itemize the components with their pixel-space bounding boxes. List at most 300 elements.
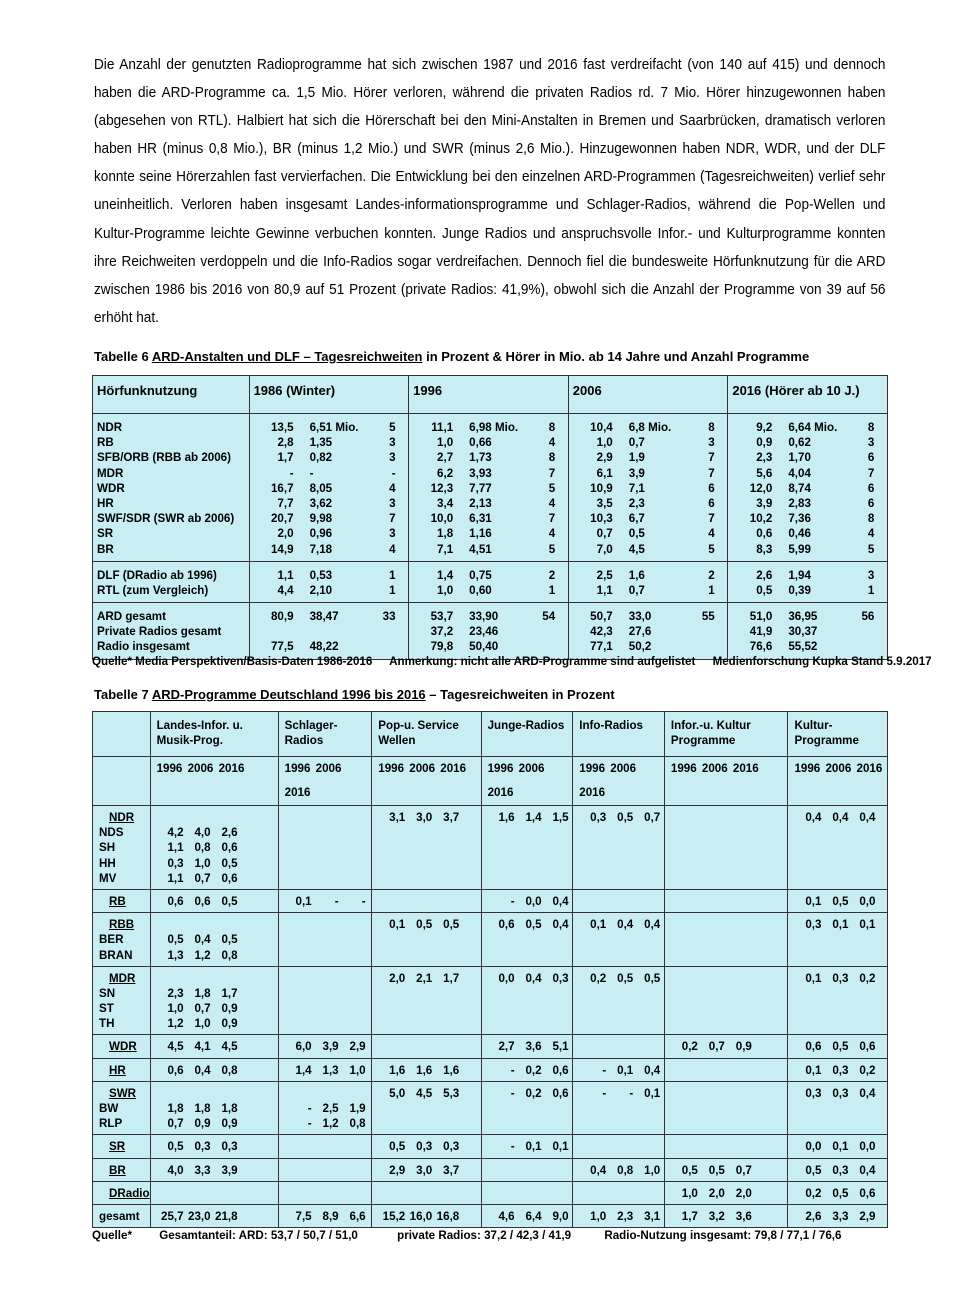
table7-value: 1,0: [194, 1017, 211, 1031]
table7-value: 0,1: [295, 894, 312, 908]
table7-value: 0,8: [194, 841, 211, 855]
table7-value: 1,0: [349, 1063, 366, 1077]
table6-value: 8: [867, 421, 875, 434]
table6-year-cell: [728, 561, 888, 602]
table7-value: -: [602, 1086, 607, 1100]
table7-region-label: gesamt: [99, 1209, 140, 1223]
table7-value: 0,2: [590, 971, 607, 985]
table6-value-row: [250, 583, 409, 598]
table6-value: 5: [389, 421, 396, 434]
table7-value-cell: [481, 806, 573, 890]
table7-value-line: [378, 1209, 480, 1224]
table7-value: 0,3: [552, 971, 569, 985]
table7-value: [184, 1086, 211, 1101]
table6-value: 14,9: [270, 542, 294, 556]
table7-caption: [94, 687, 615, 702]
table7-value-cell: [481, 1204, 573, 1227]
table7-year-cell: 1996 2006 2016: [664, 757, 788, 806]
table6-value-row: [728, 526, 887, 541]
table7-value-line: [671, 1039, 788, 1054]
table6-value: 20,7: [270, 512, 294, 526]
table7-header-cell: Kultur-Programme: [788, 712, 888, 757]
table7-value-line: [378, 917, 480, 932]
table7-value: 0,1: [644, 1086, 661, 1100]
table7-value-line: [157, 1001, 278, 1016]
table6-value: 42,3: [590, 625, 613, 639]
table7-year-cell: 1996 2006 2016: [788, 757, 888, 806]
table6-value: 6,8 Mio.: [628, 421, 672, 434]
table7-value: 2,9: [389, 1163, 406, 1177]
table7-value-cell: [150, 913, 278, 967]
table7-value-cell: [573, 1204, 665, 1227]
table7-value: 0,9: [221, 1002, 238, 1016]
table7-value: 2,3: [617, 1209, 634, 1223]
table6-value-row: [728, 511, 887, 526]
table7-value: 0,1: [389, 918, 406, 932]
table7-value: 2,9: [859, 1209, 876, 1223]
table7-value: 0,6: [221, 841, 238, 855]
table7-value: 0,3: [832, 1063, 849, 1077]
table7-value-line: [488, 810, 573, 825]
table7-value: 1,0: [590, 1209, 607, 1223]
table6-value: 1,0: [437, 583, 454, 597]
table6-value: 16,7: [270, 481, 294, 495]
table6-value: 2,8: [277, 436, 294, 450]
table6-value: 0,96: [309, 527, 333, 541]
table7-value-line: [157, 971, 278, 986]
table7-value-cell: [372, 1181, 481, 1204]
table7-value: 0,3: [832, 1086, 849, 1100]
table7-value: 3,0: [416, 811, 433, 824]
table7-note-total: Radio-Nutzung insgesamt: 79,8 / 77,1 / 76,6: [604, 1229, 842, 1242]
table6-value: 7: [548, 512, 556, 526]
table6-value: 8,05: [309, 481, 333, 495]
table7-value-cell: [788, 889, 888, 912]
table7-year-row: [93, 757, 888, 806]
table7-value: 1,3: [167, 948, 184, 962]
table7-value: 0,3: [805, 1086, 822, 1100]
table6-header-cell: 2006: [568, 376, 728, 414]
table6-value: 1,73: [469, 451, 492, 465]
table6-row-label: SR: [97, 527, 114, 541]
table6-value-row: [569, 481, 728, 496]
table7-value: 0,4: [859, 1086, 876, 1100]
table6-year-cell: [728, 414, 888, 562]
table7-value: 4,5: [167, 1040, 184, 1054]
table7-value: 2,0: [735, 1186, 752, 1200]
table7-value-cell: [150, 1135, 278, 1158]
table7-value: [157, 1086, 184, 1101]
table7-value: 1,0: [644, 1163, 661, 1177]
table6-value-row: [409, 609, 568, 624]
table6-value: 3: [708, 436, 715, 450]
table7-value-cell: [372, 966, 481, 1035]
table7-value-line: [157, 917, 278, 932]
table6-value: 2: [708, 568, 715, 582]
table7-value-line: [157, 986, 278, 1001]
table6-year-cell: [568, 414, 728, 562]
table7-value: 3,6: [525, 1040, 542, 1054]
table6-value: 3: [389, 496, 396, 510]
table6-value: 9,98: [309, 512, 333, 526]
table7-value: 0,3: [832, 1163, 849, 1177]
table6-value: 0,82: [309, 451, 333, 465]
table6-note-remark: Anmerkung: nicht alle ARD-Programme sind aufgelistet: [389, 655, 696, 668]
table7-value-cell: [573, 1081, 665, 1135]
table7-value: [157, 917, 184, 932]
table6-value-row: [569, 496, 728, 511]
table6-value: 2,13: [469, 496, 492, 510]
table7-subregion-label: BW: [99, 1102, 119, 1115]
table6-value-row: [250, 450, 409, 465]
table6-value: 2,3: [628, 496, 645, 510]
table6-value: 3: [867, 436, 875, 450]
table6-year-cell: [249, 603, 409, 660]
table7-value-line: [794, 917, 887, 932]
table7-value: [211, 1086, 238, 1101]
table6-value: 2,3: [756, 451, 773, 465]
table7-value-cell: [664, 806, 788, 890]
table7-value: 0,5: [832, 1040, 849, 1054]
table6-notes: [92, 655, 946, 668]
table7-value: 2,0: [708, 1186, 725, 1200]
table7-value-cell: [278, 1135, 372, 1158]
table7-value: 0,6: [859, 1040, 876, 1054]
table6-value-row: [409, 466, 568, 481]
table7-value: 2,7: [498, 1040, 515, 1054]
table7-value: 0,1: [805, 1063, 822, 1077]
table6-value: 7: [867, 466, 875, 480]
table6-value: 77,1: [590, 640, 613, 654]
table7-value-line: [157, 810, 278, 825]
table7-value-cell: [372, 1058, 481, 1081]
table6-value-row: [728, 420, 887, 435]
table6-value: 6,7: [628, 512, 645, 526]
table6-row-label: MDR: [97, 466, 124, 480]
table6-value: 3: [867, 568, 875, 582]
table6-year-cell: [249, 561, 409, 602]
table6-row-label: HR: [97, 496, 114, 510]
table6-value: 7,77: [469, 481, 492, 495]
table7-value: 0,4: [644, 1063, 661, 1077]
table7-value-line: [157, 894, 278, 909]
table7-value: 0,6: [552, 1086, 569, 1100]
table7-value-cell: [372, 913, 481, 967]
table6-value: 2: [548, 568, 556, 582]
table7-value: 0,5: [167, 1140, 184, 1154]
table6-value: 7,1: [437, 542, 454, 556]
table7-value-cell: [788, 1035, 888, 1058]
table6-value-row: [250, 639, 409, 654]
table6: [92, 375, 888, 660]
table7-value-line: [157, 856, 278, 871]
table7-notes: [92, 1229, 855, 1242]
table6-caption: [94, 349, 809, 364]
intro-paragraph: Die Anzahl der genutzten Radioprogramme hat sich zwischen 1987 und 2016 fast verdreifacht (von 140 auf 415) und dennoch haben die ARD-Programme ca. 1,5 Mio. Hörer verloren, während die privaten Radios rd. 7 Mio. Hörer hinzugewonnen haben (abgesehen von RTL). Halbiert hat sich die Hörerschaft bei den Mini-Anstalten in Bremen und Saarbrücken, dramatisch verloren haben HR (minus 0,8 Mio.), BR (minus 1,2 Mio.) und SWR (minus 2,6 Mio.). Hinzugewonnen haben NDR, WDR, und der DLF konnte seine Hörerzahlen fast vervierfachen. Die Entwicklung bei den einzelnen ARD-Programmen (Tagesreichweiten) verlief sehr uneinheitlich. Verloren haben insgesamt Landes-informationsprogramme und Schlager-Radios, während die Pop-Wellen und Kultur-Programme leichte Gewinne verbuchen konnten. Junge Radios und anspruchsvolle Infor.- und Kulturprogramme konnten ihre Reichweiten verdoppeln und die Info-Radios sogar verdreifachen. Dennoch fiel die bundesweite Hörfunknutzung für die ARD zwischen 1986 bis 2016 von 80,9 auf 51 Prozent (private Radios: 41,9%), obwohl sich die Anzahl der Programme von 39 auf 56 erhöht hat.: [94, 57, 886, 326]
table7-row: [93, 1058, 888, 1081]
table6-value-row: [409, 435, 568, 450]
table6-header-row: [93, 376, 888, 414]
table7-region-cell: [93, 1135, 151, 1158]
table7-value-cell: [278, 966, 372, 1035]
table6-value: 8: [867, 512, 875, 526]
table7-value-cell: [278, 806, 372, 890]
table7-value: 1,0: [194, 856, 211, 870]
table7-value-cell: [573, 806, 665, 890]
table7-value-line: [488, 894, 573, 909]
table7-value: 0,9: [735, 1040, 752, 1054]
table7-value: 3,0: [416, 1163, 433, 1177]
table7-value: 0,2: [859, 1063, 876, 1077]
table6-value: [852, 639, 874, 654]
table7-value: 4,5: [221, 1040, 238, 1054]
table6-value-row: [728, 542, 887, 557]
table7-value: 1,4: [525, 811, 542, 824]
table7-row: [93, 1204, 888, 1227]
table7-value: 0,5: [416, 918, 433, 932]
table6-value: 0,46: [788, 527, 811, 541]
table7-value-line: [157, 840, 278, 855]
table7-value: 3,3: [194, 1163, 211, 1177]
table6-value-row: [250, 624, 409, 639]
table6-row-label: NDR: [97, 421, 123, 434]
table6-value: 79,8: [430, 640, 454, 654]
table7-value: 2,0: [389, 971, 406, 985]
table6-value: 0,62: [788, 436, 811, 450]
table7-value-cell: [788, 1158, 888, 1181]
table7-value-cell: [481, 1081, 573, 1135]
table6-value-row: [250, 496, 409, 511]
table7-year-cell: 1996 2006 2016: [372, 757, 481, 806]
table7-value: 0,0: [859, 1140, 876, 1154]
table6-value: 2,6: [756, 568, 773, 582]
table6-value: 2,9: [596, 451, 613, 465]
table6-header-cell: 1986 (Winter): [249, 376, 409, 414]
table6-value: 5: [548, 481, 556, 495]
table7-value: 15,2: [382, 1209, 406, 1223]
table7-value-line: [157, 871, 278, 886]
table7-value: 0,4: [552, 918, 569, 932]
table7-value: 3,3: [832, 1209, 849, 1223]
table6-group-row: [93, 561, 888, 602]
table7-value-line: [157, 1039, 278, 1054]
table6-value: 0,60: [469, 583, 492, 597]
table7-value-cell: [278, 1081, 372, 1135]
table6-value: 3,9: [756, 496, 773, 510]
table6-value: 50,7: [590, 610, 613, 624]
table6-value: 6: [867, 481, 875, 495]
table7-value-cell: [573, 1181, 665, 1204]
table6-value: 3: [389, 436, 396, 450]
table7-value: 3,2: [708, 1209, 725, 1223]
table7-value: 0,3: [416, 1140, 433, 1154]
table7-value-line: [285, 1116, 372, 1131]
table6-value: [693, 639, 715, 654]
table6-value: 4,5: [628, 542, 645, 556]
table7-value: -: [361, 894, 366, 908]
table6-value: 1: [389, 568, 396, 582]
table7-region-label: WDR: [109, 1040, 137, 1054]
table7-value: -: [307, 1117, 312, 1131]
table7-value-line: [579, 810, 664, 825]
table7-region-cell: [93, 1158, 151, 1181]
table7-value-cell: [664, 966, 788, 1035]
table6-note-source: Quelle* Media Perspektiven/Basis-Daten 1986-2016: [92, 655, 373, 668]
table7-value-line: [488, 1086, 573, 1101]
table6-value: 1: [867, 583, 875, 597]
table7-value-cell: [150, 806, 278, 890]
table7-row: [93, 1181, 888, 1204]
table6-value: 3,5: [596, 496, 613, 510]
table7-value: 2,9: [349, 1040, 366, 1054]
table7-value-line: [794, 1163, 887, 1178]
table6-value: 50,2: [628, 640, 652, 654]
table7-value: 1,6: [443, 1063, 460, 1077]
table7-value: 0,6: [805, 1040, 822, 1054]
table7-value-line: [285, 894, 372, 909]
table7-value-cell: [664, 1035, 788, 1058]
table7-value: [184, 917, 211, 932]
table7-value: 0,4: [832, 811, 849, 824]
table7-value: -: [307, 1102, 312, 1115]
table6-value-row: [569, 466, 728, 481]
table7-year-cell: 1996 2006 2016: [278, 757, 372, 806]
table7-value-line: [671, 1186, 788, 1201]
table7-value: 1,7: [443, 971, 460, 985]
table7-caption-suffix: – Tagesreichweiten in Prozent: [425, 687, 615, 702]
table7-value-line: [285, 1086, 372, 1101]
table7-value-line: [285, 1063, 372, 1078]
table6-value-row: [250, 568, 409, 583]
table6-value: 2,0: [277, 527, 294, 541]
table7-value-cell: [481, 1035, 573, 1058]
table6-value: 0,7: [628, 583, 645, 597]
table6-value: 6,2: [437, 466, 454, 480]
table7-value: [157, 810, 184, 825]
table6-value: 0,39: [788, 583, 811, 597]
table7-region-cell: [93, 1204, 151, 1227]
table7-value: 1,0: [681, 1186, 698, 1200]
table7-value: 3,7: [443, 811, 460, 824]
table6-value: 1,9: [628, 451, 645, 465]
table7-value-cell: [788, 1081, 888, 1135]
table7-value-line: [157, 1063, 278, 1078]
table6-value: 1: [708, 583, 715, 597]
table7-value-cell: [573, 1035, 665, 1058]
table7-value: 1,2: [167, 1017, 184, 1031]
table6-value: [693, 624, 715, 639]
table6-value: 51,0: [749, 610, 773, 624]
table7-region-label: HR: [109, 1063, 126, 1077]
table7-value: 0,4: [859, 1163, 876, 1177]
table7-value: 0,5: [681, 1163, 698, 1177]
table6-year-cell: [409, 603, 569, 660]
table7-value-cell: [372, 1158, 481, 1181]
table6-value: 80,9: [270, 610, 294, 624]
table7-value-cell: [573, 1135, 665, 1158]
table6-value: 56: [861, 610, 875, 624]
table7-value: -: [510, 894, 515, 908]
table7-value: 5,1: [552, 1040, 569, 1054]
table7-value: -: [510, 1086, 515, 1100]
table7-value: 0,6: [194, 894, 211, 908]
table7-value-line: [378, 1139, 480, 1154]
table6-value-row: [569, 450, 728, 465]
table7-value: 8,9: [322, 1209, 339, 1223]
table7-value: 0,3: [167, 856, 184, 870]
table7-value: 1,8: [167, 1102, 184, 1115]
table7-subregion-label: SN: [99, 986, 116, 1000]
table6-value: 9,2: [756, 421, 773, 434]
table6-value-row: [728, 583, 887, 598]
table6-value-row: [409, 583, 568, 598]
table7-row: [93, 1035, 888, 1058]
table7-value-cell: [788, 1181, 888, 1204]
table7-value-cell: [664, 1081, 788, 1135]
table7-value-cell: [788, 1058, 888, 1081]
table6-value-row: [250, 466, 409, 481]
table6-value-row: [409, 568, 568, 583]
table7-value: 0,4: [194, 1063, 211, 1077]
table7-subregion-label: BER: [99, 933, 124, 947]
table7-value-line: [378, 1163, 480, 1178]
table7-value: 0,6: [498, 918, 515, 932]
table7-value-line: [285, 1101, 372, 1116]
table7-value: 0,4: [552, 894, 569, 908]
table6-value-row: [569, 583, 728, 598]
table6-value: 12,0: [749, 481, 773, 495]
table7-value: 0,7: [644, 811, 661, 824]
table7-value: 0,1: [859, 918, 876, 932]
table7-region-label: RBB: [109, 918, 135, 932]
table6-value-row: [569, 609, 728, 624]
table7-value-line: [157, 1101, 278, 1116]
table6-value: 8,74: [788, 481, 811, 495]
table7-value-cell: [481, 966, 573, 1035]
table6-value: 1,16: [469, 527, 492, 541]
table6-caption-prefix: Tabelle 6: [94, 349, 149, 364]
table7-value-line: [157, 1163, 278, 1178]
table7-value-cell: [573, 1058, 665, 1081]
table6-value: 1,1: [277, 568, 294, 582]
table7-value: 0,4: [644, 918, 661, 932]
table7-value: 0,3: [194, 1140, 211, 1154]
table7-corner-cell: [93, 712, 151, 757]
table7-value: 0,5: [221, 933, 238, 947]
table6-value: 6,1: [596, 466, 613, 480]
table7-header-cell: Schlager-Radios: [278, 712, 372, 757]
table7-value: 0,1: [617, 1063, 634, 1077]
table7-row: [93, 806, 888, 890]
table7-value: 0,3: [590, 811, 607, 824]
table6-value: 38,47: [309, 610, 339, 624]
table7-note-ard: Gesamtanteil: ARD: 53,7 / 50,7 / 51,0: [159, 1229, 358, 1242]
table6-value: 53,7: [430, 610, 454, 624]
table7-value: 21,8: [215, 1209, 238, 1223]
table6-value: 7,0: [596, 542, 613, 556]
table7-value-line: [671, 1163, 788, 1178]
table6-value: 7: [708, 466, 715, 480]
table7-subregion-label: RLP: [99, 1117, 123, 1131]
table7-region-cell: [93, 1035, 151, 1058]
table7-value-cell: [150, 966, 278, 1035]
table6-value: 1,4: [437, 568, 454, 582]
table7-value-line: [579, 971, 664, 986]
table6-value: 3,4: [437, 496, 454, 510]
table6-value: 0,5: [756, 583, 773, 597]
table7-subregion-label: NDS: [99, 826, 124, 840]
table6-value-row: [250, 420, 409, 435]
